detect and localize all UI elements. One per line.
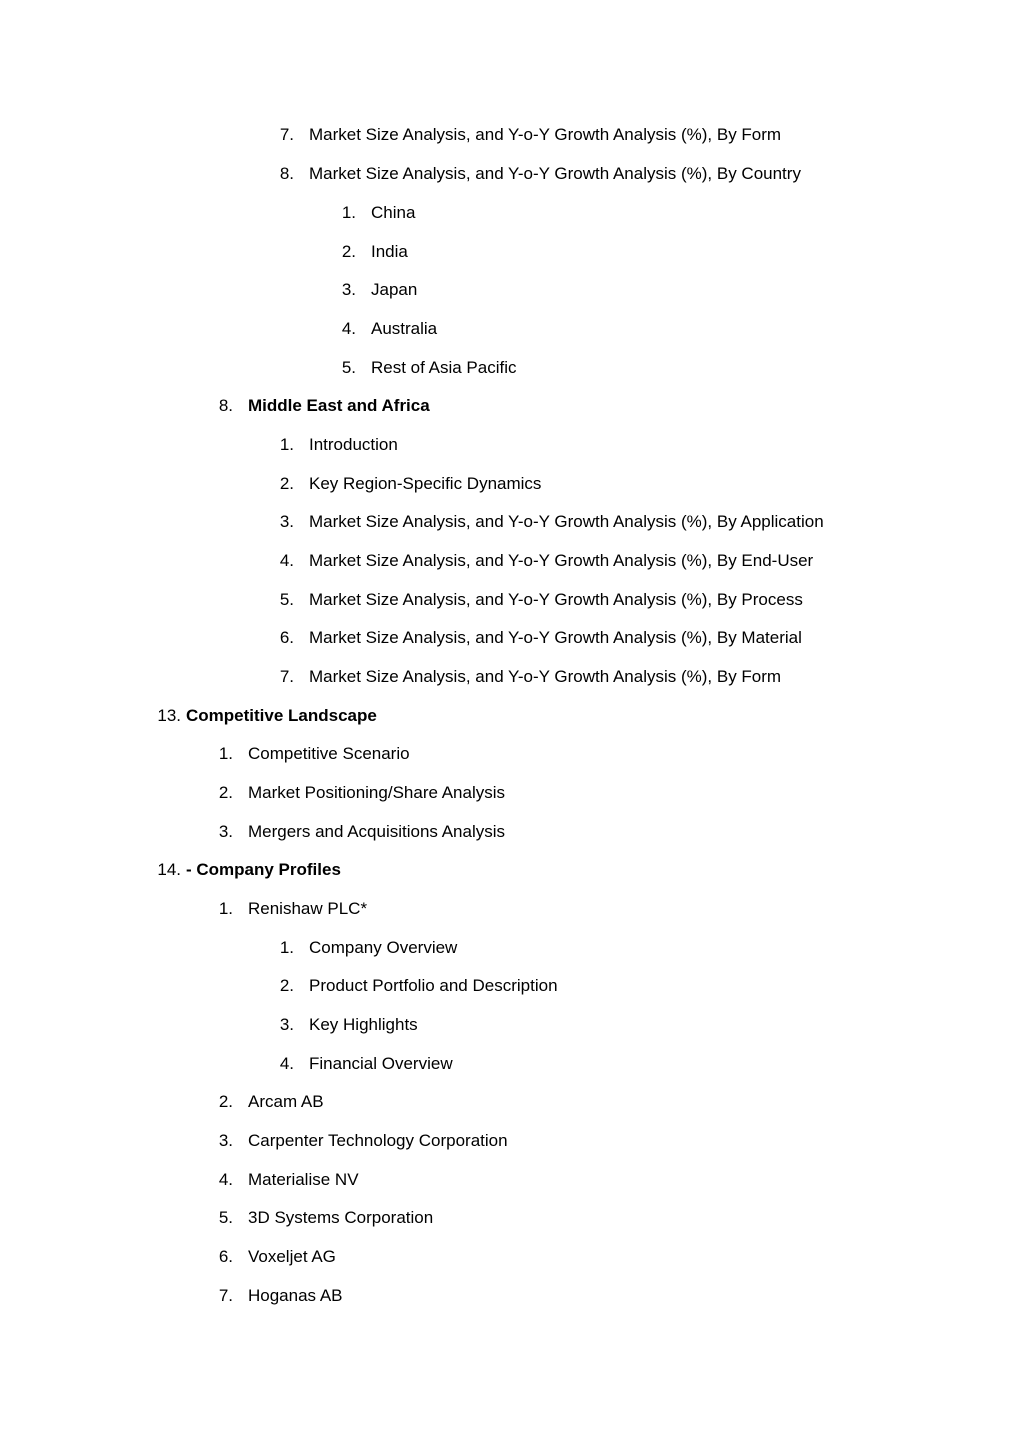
list-item-text: 3D Systems Corporation xyxy=(248,1208,434,1227)
list-item-number: 3. xyxy=(218,822,233,841)
list-item-number: 8. xyxy=(218,396,233,415)
list-item-number: 6. xyxy=(279,628,294,647)
list-item-number: 2. xyxy=(218,783,233,802)
list-item-text: Arcam AB xyxy=(248,1092,324,1111)
list-item-text: Japan xyxy=(371,280,418,299)
list-item-number: 2. xyxy=(279,976,294,995)
chapter-heading-text: Competitive Landscape xyxy=(186,706,377,725)
list-item-text: India xyxy=(371,242,408,261)
list-item-number: 5. xyxy=(218,1208,233,1227)
list-item-number: 3. xyxy=(218,1131,233,1150)
list-item-number: 3. xyxy=(279,1015,294,1034)
list-item-text: Market Size Analysis, and Y-o-Y Growth Analysis (%), By Form xyxy=(309,125,782,144)
list-item-text: Materialise NV xyxy=(248,1170,359,1189)
list-item-text: Key Highlights xyxy=(309,1015,418,1034)
list-item-text: Financial Overview xyxy=(309,1054,453,1073)
list-item-text: Market Size Analysis, and Y-o-Y Growth Analysis (%), By Form xyxy=(309,667,782,686)
list-item-number: 7. xyxy=(218,1286,233,1305)
list-item-number: 1. xyxy=(341,203,356,222)
list-item-text: Competitive Scenario xyxy=(248,744,410,763)
list-item-number: 5. xyxy=(279,590,294,609)
section-heading-text: Middle East and Africa xyxy=(248,396,430,415)
list-item-number: 7. xyxy=(279,667,294,686)
list-item-text: Market Size Analysis, and Y-o-Y Growth Analysis (%), By Material xyxy=(309,628,802,647)
list-item-number: 7. xyxy=(279,125,294,144)
list-item-number: 4. xyxy=(279,551,294,570)
list-item-number: 4. xyxy=(218,1170,233,1189)
list-item-number: 5. xyxy=(341,358,356,377)
list-item-number: 6. xyxy=(218,1247,233,1266)
list-item-number: 1. xyxy=(279,938,294,957)
list-item-text: Market Size Analysis, and Y-o-Y Growth Analysis (%), By Process xyxy=(309,590,803,609)
list-item-text: Carpenter Technology Corporation xyxy=(248,1131,508,1150)
chapter-heading-text: - Company Profiles xyxy=(186,860,341,879)
list-item-number: 2. xyxy=(341,242,356,261)
list-item-text: Voxeljet AG xyxy=(248,1247,336,1266)
list-item-number: 3. xyxy=(341,280,356,299)
list-item-text: Mergers and Acquisitions Analysis xyxy=(248,822,506,841)
list-item-number: 4. xyxy=(341,319,356,338)
list-item-number: 3. xyxy=(279,512,294,531)
list-item-text: Market Positioning/Share Analysis xyxy=(248,783,506,802)
list-item-number: 2. xyxy=(279,474,294,493)
list-item-text: Renishaw PLC* xyxy=(248,899,368,918)
list-item-text: Introduction xyxy=(309,435,398,454)
list-item-number: 8. xyxy=(279,164,294,183)
list-item-text: Market Size Analysis, and Y-o-Y Growth Analysis (%), By End-User xyxy=(309,551,814,570)
list-item-number: 1. xyxy=(279,435,294,454)
list-item-number: 14. xyxy=(157,860,181,879)
list-item-text: Market Size Analysis, and Y-o-Y Growth Analysis (%), By Country xyxy=(309,164,801,183)
list-item-number: 13. xyxy=(157,706,181,725)
list-item-text: Rest of Asia Pacific xyxy=(371,358,517,377)
list-item-text: Company Overview xyxy=(309,938,458,957)
list-item-number: 1. xyxy=(218,744,233,763)
list-item-text: Australia xyxy=(371,319,438,338)
list-item-text: Market Size Analysis, and Y-o-Y Growth Analysis (%), By Application xyxy=(309,512,824,531)
list-item-number: 2. xyxy=(218,1092,233,1111)
list-item-text: Hoganas AB xyxy=(248,1286,343,1305)
list-item-text: Key Region-Specific Dynamics xyxy=(309,474,542,493)
list-item-text: Product Portfolio and Description xyxy=(309,976,558,995)
list-item-text: China xyxy=(371,203,416,222)
list-item-number: 1. xyxy=(218,899,233,918)
list-item-number: 4. xyxy=(279,1054,294,1073)
